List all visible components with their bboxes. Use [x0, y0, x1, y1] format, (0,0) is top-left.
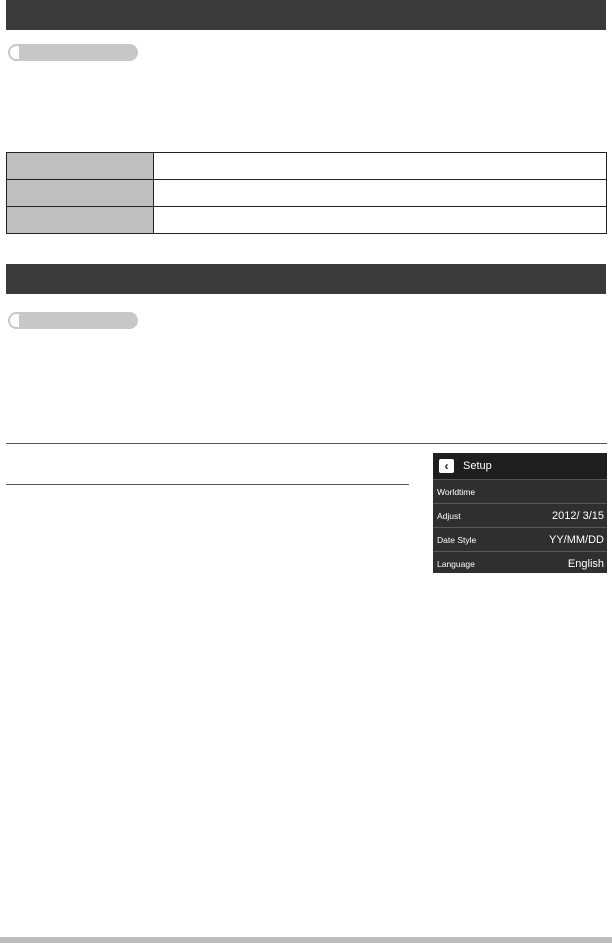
- step-divider-line: [6, 484, 409, 485]
- table-value-cell: [154, 207, 607, 234]
- menu-row-value: English: [567, 557, 604, 570]
- procedure-pill-2: [8, 312, 138, 329]
- menu-row-date-style[interactable]: [433, 528, 607, 552]
- menu-row-label: Adjust: [437, 510, 461, 521]
- table-row: [7, 180, 607, 207]
- section-header-bar-2: [6, 264, 606, 294]
- menu-row-value: 2012/ 3/15: [552, 509, 604, 522]
- menu-row-adjust[interactable]: [433, 504, 607, 528]
- pill-cap-icon: [10, 314, 19, 327]
- menu-row-language[interactable]: [433, 552, 607, 575]
- screen-title: Setup: [463, 460, 492, 472]
- table-value-cell: [154, 180, 607, 207]
- table-key-cell: [7, 207, 154, 234]
- menu-row-label: Worldtime: [437, 486, 476, 497]
- menu-row-label: Language: [437, 558, 475, 569]
- menu-row-label: Date Style: [437, 534, 477, 545]
- camera-setup-screen: [433, 453, 607, 573]
- screen-header: [433, 453, 607, 480]
- divider-line: [6, 443, 607, 444]
- chevron-left-icon[interactable]: ‹: [439, 459, 454, 473]
- section-header-bar-1: [6, 0, 606, 30]
- pill-cap-icon: [10, 46, 19, 59]
- table-value-cell: [154, 153, 607, 180]
- procedure-pill-1: [8, 44, 138, 61]
- table-key-cell: [7, 180, 154, 207]
- table-key-cell: [7, 153, 154, 180]
- table-row: [7, 153, 607, 180]
- menu-row-worldtime[interactable]: [433, 480, 607, 504]
- menu-row-value: YY/MM/DD: [549, 533, 604, 546]
- options-table: [6, 152, 607, 234]
- footer-bar: [0, 937, 612, 943]
- table-row: [7, 207, 607, 234]
